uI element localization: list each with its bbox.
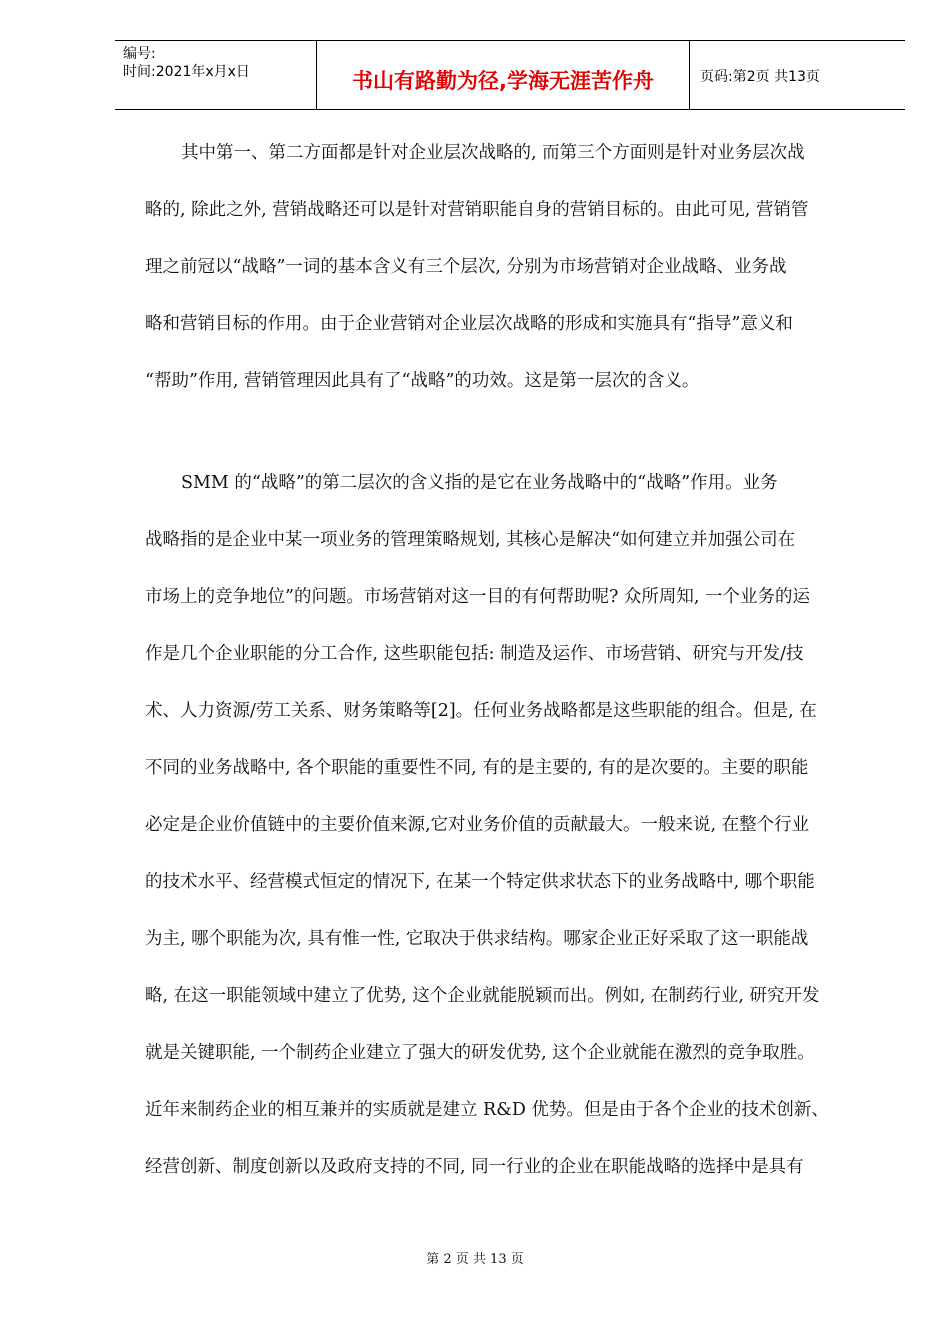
- paragraph-line: 理之前冠以“战略”一词的基本含义有三个层次, 分别为市场营销对企业战略、业务战: [145, 257, 787, 277]
- paragraph-line: 市场上的竞争地位”的问题。市场营销对这一目的有何帮助呢? 众所周知, 一个业务的运: [145, 587, 811, 607]
- paragraph-line: 作是几个企业职能的分工合作, 这些职能包括: 制造及运作、市场营销、研究与开发/技: [145, 644, 804, 664]
- motto: 书山有路勤为径,学海无涯苦作舟: [352, 69, 654, 93]
- paragraph-line: 略, 在这一职能领域中建立了优势, 这个企业就能脱颖而出。例如, 在制药行业, 研究开发: [145, 986, 820, 1006]
- paragraph-line: 必定是企业价值链中的主要价值来源,它对业务价值的贡献最大。一般来说, 在整个行业: [145, 815, 810, 835]
- paragraph-line: 略和营销目标的作用。由于企业营销对企业层次战略的形成和实施具有“指导”意义和: [145, 314, 793, 334]
- page-info: 页码:第2页 共13页: [700, 69, 820, 85]
- paragraph-line: 不同的业务战略中, 各个职能的重要性不同, 有的是主要的, 有的是次要的。主要的职能: [145, 758, 809, 778]
- time-label: 时间:2021年x月x日: [123, 64, 250, 80]
- paragraph-line: “帮助”作用, 营销管理因此具有了“战略”的功效。这是第一层次的含义。: [145, 371, 700, 391]
- paragraph-line: 略的, 除此之外, 营销战略还可以是针对营销职能自身的营销目标的。由此可见, 营销管: [145, 200, 809, 220]
- paragraph-line: 其中第一、第二方面都是针对企业层次战略的, 而第三个方面则是针对业务层次战: [181, 143, 805, 163]
- header-left-cell: [115, 41, 315, 109]
- paragraph-line: 的技术水平、经营模式恒定的情况下, 在某一个特定供求状态下的业务战略中, 哪个职能: [145, 872, 815, 892]
- header-page-cell: [690, 41, 905, 109]
- paragraph-line: 就是关键职能, 一个制药企业建立了强大的研发优势, 这个企业就能在激烈的竞争取胜。: [145, 1043, 815, 1063]
- page-footer: 第 2 页 共 13 页: [426, 1252, 524, 1267]
- paragraph-line: 战略指的是企业中某一项业务的管理策略规划, 其核心是解决“如何建立并加强公司在: [145, 530, 796, 550]
- paragraph-line: 为主, 哪个职能为次, 具有惟一性, 它取决于供求结构。哪家企业正好采取了这一职能战: [145, 929, 809, 949]
- paragraph-line: SMM 的“战略”的第二层次的含义指的是它在业务战略中的“战略”作用。业务: [181, 473, 778, 493]
- paragraph-line: 术、人力资源/劳工关系、财务策略等[2]。任何业务战略都是这些职能的组合。但是, 在: [145, 701, 817, 721]
- number-label: 编号:: [123, 46, 156, 62]
- header-motto-cell: [316, 41, 690, 109]
- paragraph-line: 经营创新、制度创新以及政府支持的不同, 同一行业的企业在职能战略的选择中是具有: [145, 1157, 804, 1177]
- paragraph-line: 近年来制药企业的相互兼并的实质就是建立 R&D 优势。但是由于各个企业的技术创新、: [145, 1100, 829, 1120]
- header-table: [115, 40, 905, 110]
